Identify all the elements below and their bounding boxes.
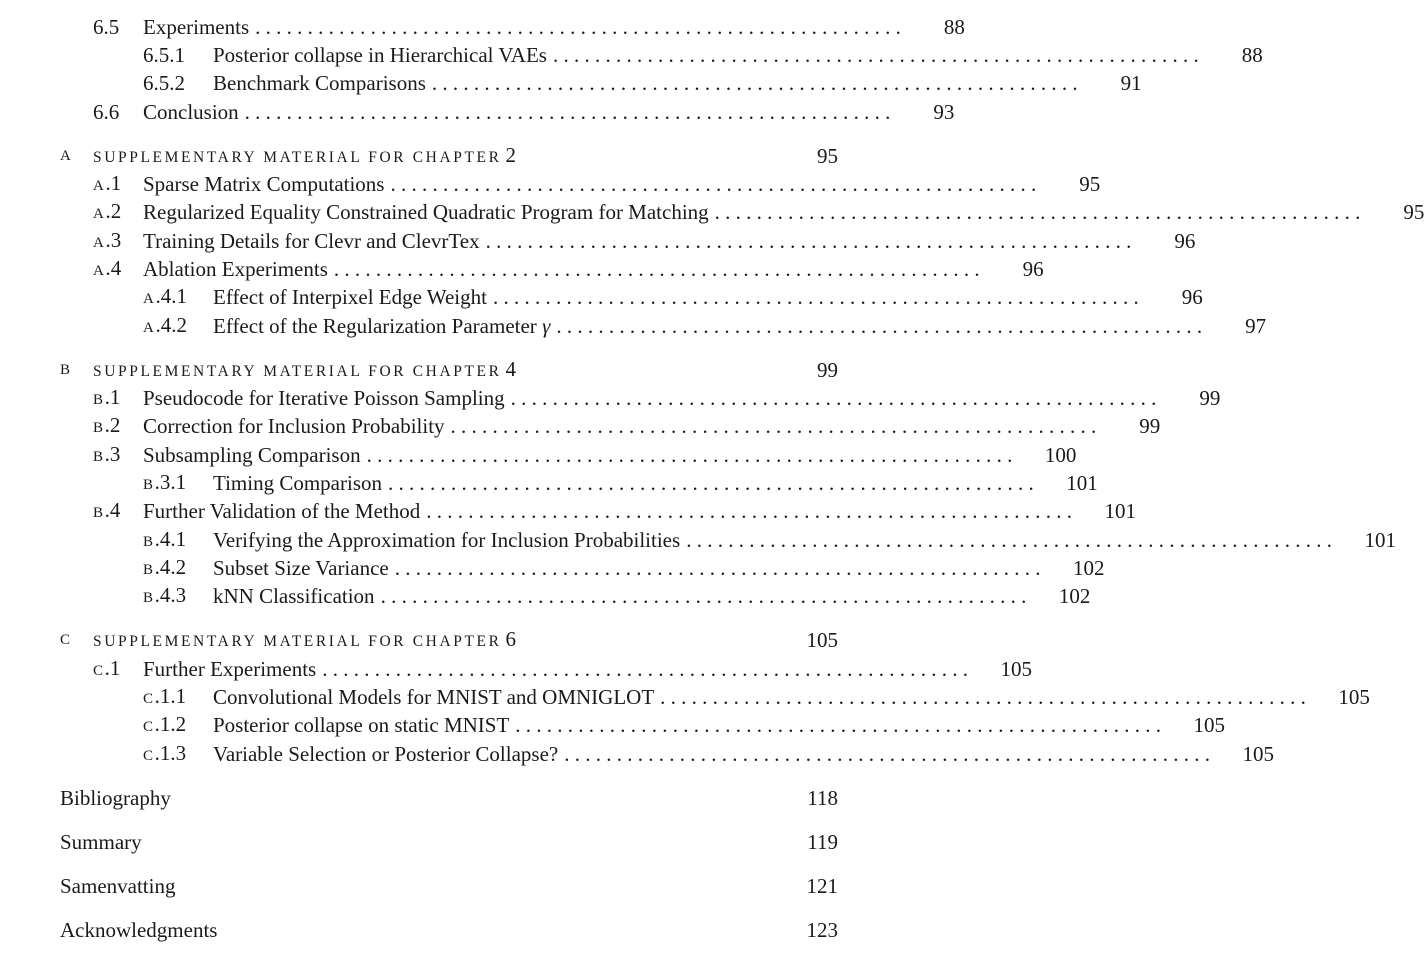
section-title: Effect of the Regularization Parameter γ [213, 314, 551, 338]
section-title: Correction for Inclusion Probability [143, 414, 445, 438]
page-number: 88 [943, 15, 965, 39]
dot-leader: . . . . . . . . . . . . . . . . . . . . . . . . . . . . . . . . . . . . . . . . . . . . . . . . . . . . . . . . . . . . . . [510, 386, 1157, 410]
section-number: C.1 [93, 655, 121, 680]
section-title: Variable Selection or Posterior Collapse? [213, 742, 559, 766]
section-title: Posterior collapse on static MNIST [213, 713, 510, 737]
dot-leader: . . . . . . . . . . . . . . . . . . . . . . . . . . . . . . . . . . . . . . . . . . . . . . . . . . . . . . . . . . . . . . [322, 657, 968, 681]
section-title: Training Details for Clevr and ClevrTex [143, 229, 480, 253]
toc-entry[interactable] [93, 98, 955, 126]
dot-leader: . . . . . . . . . . . . . . . . . . . . . . . . . . . . . . . . . . . . . . . . . . . . . . . . . . . . . . . . . . . . . . [255, 15, 901, 39]
appendix-heading[interactable] [60, 142, 838, 170]
toc-entry[interactable] [143, 312, 1267, 340]
section-title: Verifying the Approximation for Inclusion Probabilities [213, 528, 681, 552]
page-number: 101 [1104, 499, 1136, 523]
dot-leader: . . . . . . . . . . . . . . . . . . . . . . . . . . . . . . . . . . . . . . . . . . . . . . . . . . . . . . . . . . . . . . [564, 742, 1210, 766]
toc-entry[interactable] [93, 655, 1032, 683]
section-number: A.4.1 [143, 283, 187, 308]
dot-leader: . . . . . . . . . . . . . . . . . . . . . . . . . . . . . . . . . . . . . . . . . . . . . . . . . . . . . . . . . . . . . . [515, 713, 1162, 737]
toc-entry-bibliography[interactable] [60, 784, 838, 812]
dot-leader: . . . . . . . . . . . . . . . . . . . . . . . . . . . . . . . . . . . . . . . . . . . . . . . . . . . . . . . . . . . . . . [333, 257, 980, 281]
section-title: Samenvatting [60, 874, 176, 898]
appendix-title: SUPPLEMENTARY MATERIAL FOR CHAPTER 2 [93, 142, 517, 167]
section-number: B.4 [93, 497, 121, 522]
toc-entry[interactable] [93, 384, 1221, 412]
dot-leader: . . . . . . . . . . . . . . . . . . . . . . . . . . . . . . . . . . . . . . . . . . . . . . . . . . . . . . . . . . . . . . [450, 414, 1097, 438]
page-number: 118 [807, 786, 838, 810]
section-title: Acknowledgments [60, 918, 218, 942]
page-number: 105 [1242, 742, 1274, 766]
section-number: 6.5 [93, 15, 120, 39]
toc-entry[interactable] [143, 582, 1091, 610]
section-title: Conclusion [143, 100, 239, 124]
appendix-heading[interactable] [60, 356, 838, 384]
section-title: Subsampling Comparison [143, 443, 361, 467]
page-number: 96 [1022, 257, 1044, 281]
section-title: Benchmark Comparisons [213, 71, 426, 95]
page-number: 123 [806, 918, 838, 942]
toc-entry[interactable] [93, 13, 965, 41]
section-number: B.4.2 [143, 554, 187, 579]
section-number: B.4.3 [143, 582, 187, 607]
toc-entry[interactable] [143, 41, 1263, 69]
page-number: 95 [1079, 172, 1101, 196]
section-title: Sparse Matrix Computations [143, 172, 385, 196]
dot-leader: . . . . . . . . . . . . . . . . . . . . . . . . . . . . . . . . . . . . . . . . . . . . . . . . . . . . . . . . . . . . . . [556, 314, 1203, 338]
appendix-title: SUPPLEMENTARY MATERIAL FOR CHAPTER 4 [93, 356, 517, 381]
section-number: B.3.1 [143, 469, 187, 494]
toc-entry[interactable] [143, 69, 1142, 97]
section-title: Experiments [143, 15, 250, 39]
page-number: 119 [807, 830, 838, 854]
page-number: 102 [1072, 556, 1105, 580]
toc-entry[interactable] [93, 198, 1424, 226]
appendix-heading[interactable] [60, 626, 838, 654]
page-number: 101 [1066, 471, 1098, 495]
toc-entry[interactable] [93, 412, 1161, 440]
dot-leader: . . . . . . . . . . . . . . . . . . . . . . . . . . . . . . . . . . . . . . . . . . . . . . . . . . . . . . . . . . . . . . [552, 43, 1199, 67]
toc-entry[interactable] [143, 526, 1396, 554]
dot-leader: . . . . . . . . . . . . . . . . . . . . . . . . . . . . . . . . . . . . . . . . . . . . . . . . . . . . . . . . . . . . . . [426, 499, 1072, 523]
section-number: B.4.1 [143, 526, 187, 551]
page-number: 91 [1120, 71, 1142, 95]
page-number: 105 [806, 628, 838, 652]
section-title: Timing Comparison [213, 471, 383, 495]
appendix-letter: C [60, 632, 72, 648]
section-title: Summary [60, 830, 142, 854]
page-number: 96 [1174, 229, 1196, 253]
section-title: Posterior collapse in Hierarchical VAEs [213, 43, 547, 67]
appendix-letter: B [60, 362, 72, 378]
dot-leader: . . . . . . . . . . . . . . . . . . . . . . . . . . . . . . . . . . . . . . . . . . . . . . . . . . . . . . . . . . . . . . [714, 200, 1361, 224]
toc-entry[interactable] [143, 469, 1098, 497]
page-number: 105 [1000, 657, 1032, 681]
toc-entry-acknowledgments[interactable] [60, 916, 838, 944]
page-number: 105 [1338, 685, 1370, 709]
toc-entry[interactable] [93, 227, 1196, 255]
toc-entry[interactable] [93, 441, 1077, 469]
dot-leader: . . . . . . . . . . . . . . . . . . . . . . . . . . . . . . . . . . . . . . . . . . . . . . . . . . . . . . . . . . . . . . [390, 172, 1037, 196]
section-number: B.1 [93, 384, 121, 409]
toc-entry[interactable] [93, 255, 1044, 283]
toc-entry[interactable] [143, 283, 1203, 311]
section-title: Bibliography [60, 786, 171, 810]
page-number: 95 [817, 144, 838, 168]
section-number: A.4 [93, 255, 122, 280]
toc-entry[interactable] [93, 170, 1101, 198]
toc-entry-summary[interactable] [60, 828, 838, 856]
page-number: 99 [1199, 386, 1221, 410]
section-number: C.1.3 [143, 740, 187, 765]
section-number: 6.5.2 [143, 71, 185, 95]
section-title: Further Experiments [143, 657, 317, 681]
gamma-symbol: γ [542, 314, 551, 338]
section-number: C.1.1 [143, 683, 187, 708]
dot-leader: . . . . . . . . . . . . . . . . . . . . . . . . . . . . . . . . . . . . . . . . . . . . . . . . . . . . . . . . . . . . . . [431, 71, 1078, 95]
page-number: 93 [933, 100, 955, 124]
toc-entry[interactable] [143, 554, 1105, 582]
section-number: B.2 [93, 412, 121, 437]
section-title: Convolutional Models for MNIST and OMNIGLOT [213, 685, 655, 709]
toc-entry[interactable] [143, 740, 1274, 768]
section-title: Further Validation of the Method [143, 499, 421, 523]
section-number: A.2 [93, 198, 122, 223]
dot-leader: . . . . . . . . . . . . . . . . . . . . . . . . . . . . . . . . . . . . . . . . . . . . . . . . . . . . . . . . . . . . . . [380, 584, 1027, 608]
page-number: 102 [1058, 584, 1091, 608]
page-number: 100 [1044, 443, 1077, 467]
appendix-letter: A [60, 148, 72, 164]
section-title: Pseudocode for Iterative Poisson Sampling [143, 386, 505, 410]
toc-entry[interactable] [143, 711, 1226, 739]
page-number: 99 [1139, 414, 1161, 438]
page-number: 121 [806, 874, 838, 898]
page-number: 101 [1364, 528, 1396, 552]
section-number: B.3 [93, 441, 121, 466]
section-number: 6.6 [93, 100, 120, 124]
page-number: 105 [1193, 713, 1226, 737]
dot-leader: . . . . . . . . . . . . . . . . . . . . . . . . . . . . . . . . . . . . . . . . . . . . . . . . . . . . . . . . . . . . . . [388, 471, 1034, 495]
section-number: C.1.2 [143, 711, 187, 736]
page-number: 96 [1181, 285, 1203, 309]
dot-leader: . . . . . . . . . . . . . . . . . . . . . . . . . . . . . . . . . . . . . . . . . . . . . . . . . . . . . . . . . . . . . . [686, 528, 1332, 552]
section-number: A.3 [93, 227, 122, 252]
toc-entry[interactable] [143, 683, 1370, 711]
page-number: 99 [817, 358, 838, 382]
toc-entry[interactable] [93, 497, 1136, 525]
section-title: kNN Classification [213, 584, 375, 608]
dot-leader: . . . . . . . . . . . . . . . . . . . . . . . . . . . . . . . . . . . . . . . . . . . . . . . . . . . . . . . . . . . . . . [366, 443, 1013, 467]
section-number: A.4.2 [143, 312, 187, 337]
dot-leader: . . . . . . . . . . . . . . . . . . . . . . . . . . . . . . . . . . . . . . . . . . . . . . . . . . . . . . . . . . . . . . [485, 229, 1132, 253]
toc-entry-samenvatting[interactable] [60, 872, 838, 900]
page-number: 88 [1241, 43, 1263, 67]
dot-leader: . . . . . . . . . . . . . . . . . . . . . . . . . . . . . . . . . . . . . . . . . . . . . . . . . . . . . . . . . . . . . . [394, 556, 1041, 580]
section-title: Effect of Interpixel Edge Weight [213, 285, 487, 309]
page-number: 97 [1245, 314, 1267, 338]
section-title: Subset Size Variance [213, 556, 389, 580]
appendix-title: SUPPLEMENTARY MATERIAL FOR CHAPTER 6 [93, 626, 517, 651]
dot-leader: . . . . . . . . . . . . . . . . . . . . . . . . . . . . . . . . . . . . . . . . . . . . . . . . . . . . . . . . . . . . . . [660, 685, 1306, 709]
section-number: A.1 [93, 170, 122, 195]
dot-leader: . . . . . . . . . . . . . . . . . . . . . . . . . . . . . . . . . . . . . . . . . . . . . . . . . . . . . . . . . . . . . . [244, 100, 891, 124]
dot-leader: . . . . . . . . . . . . . . . . . . . . . . . . . . . . . . . . . . . . . . . . . . . . . . . . . . . . . . . . . . . . . . [492, 285, 1139, 309]
page-number: 95 [1403, 200, 1424, 224]
section-title: Ablation Experiments [143, 257, 328, 281]
section-title: Regularized Equality Constrained Quadratic Program for Matching [143, 200, 709, 224]
section-number: 6.5.1 [143, 43, 185, 67]
